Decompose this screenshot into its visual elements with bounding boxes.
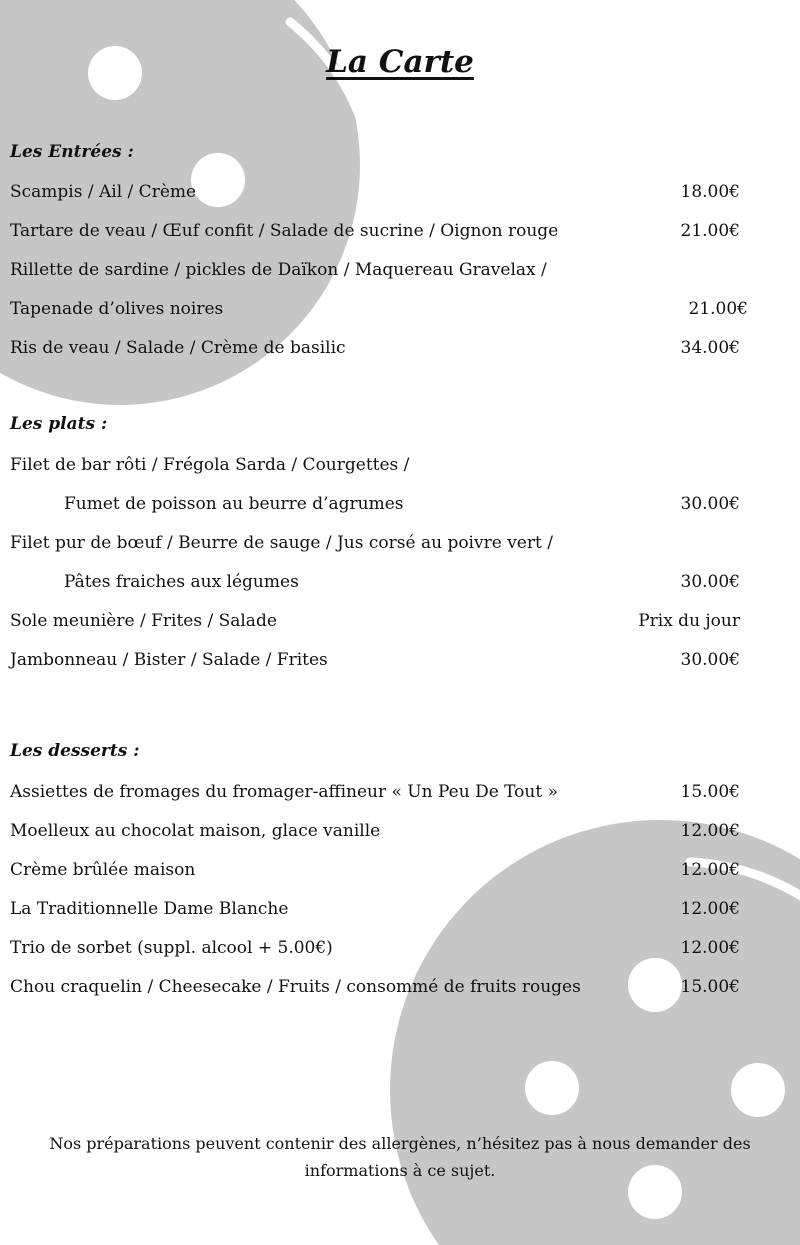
menu-item: [10, 819, 800, 843]
menu-item: [10, 897, 800, 921]
menu-item: [10, 858, 800, 882]
item-name: Ris de veau / Salade / Crème de basilic: [10, 338, 346, 358]
item-price: 21.00€: [680, 221, 740, 241]
section-heading-plats: Les plats :: [10, 414, 108, 434]
menu-item: [10, 453, 800, 477]
item-name: Tartare de veau / Œuf confit / Salade de sucrine / Oignon rouge: [10, 221, 559, 241]
item-name: Sole meunière / Frites / Salade: [10, 611, 277, 631]
item-price: 12.00€: [680, 938, 740, 958]
item-name: Trio de sorbet (suppl. alcool + 5.00€): [10, 938, 333, 958]
item-price: 30.00€: [680, 494, 740, 514]
menu-item: [10, 936, 800, 960]
menu-item: [10, 609, 800, 633]
item-name: Rillette de sardine / pickles de Daïkon / Maquereau Gravelax /: [10, 260, 547, 280]
menu-item: [10, 219, 800, 243]
item-name: Tapenade d’olives noires: [10, 299, 224, 319]
item-name: Assiettes de fromages du fromager-affineur « Un Peu De Tout »: [10, 782, 559, 802]
item-price: 12.00€: [680, 821, 740, 841]
item-name: Chou craquelin / Cheesecake / Fruits / consommé de fruits rouges: [10, 977, 581, 997]
item-price: 30.00€: [680, 572, 740, 592]
item-price: 12.00€: [680, 860, 740, 880]
menu-item: [10, 180, 800, 204]
menu-item: [10, 336, 800, 360]
item-name: La Traditionnelle Dame Blanche: [10, 899, 289, 919]
item-name: Jambonneau / Bister / Salade / Frites: [10, 650, 328, 670]
menu-item: [10, 258, 800, 282]
item-name: Scampis / Ail / Crème: [10, 182, 197, 202]
item-name: Pâtes fraiches aux légumes: [64, 572, 299, 592]
item-price: 34.00€: [680, 338, 740, 358]
menu-item: [10, 492, 800, 516]
menu-item: [10, 570, 800, 594]
item-name: Filet pur de bœuf / Beurre de sauge / Jus corsé au poivre vert /: [10, 533, 553, 553]
menu-item: [10, 297, 800, 321]
item-name: Fumet de poisson au beurre d’agrumes: [64, 494, 404, 514]
item-name: Moelleux au chocolat maison, glace vanille: [10, 821, 381, 841]
item-price: Prix du jour: [638, 611, 740, 631]
item-name: Crème brûlée maison: [10, 860, 196, 880]
item-price: 30.00€: [680, 650, 740, 670]
item-price: 21.00€: [688, 299, 748, 319]
menu-item: [10, 648, 800, 672]
item-price: 15.00€: [680, 782, 740, 802]
item-price: 18.00€: [680, 182, 740, 202]
item-price: 12.00€: [680, 899, 740, 919]
page-title: La Carte: [326, 44, 474, 80]
menu-item: [10, 780, 800, 804]
allergen-note: Nos préparations peuvent contenir des allergènes, n’hésitez pas à nous demander des informations à ce sujet.: [49, 1134, 751, 1180]
menu-item: [10, 975, 800, 999]
item-name: Filet de bar rôti / Frégola Sarda / Courgettes /: [10, 455, 410, 475]
menu-item: [10, 531, 800, 555]
section-heading-desserts: Les desserts :: [10, 741, 140, 761]
item-price: 15.00€: [680, 977, 740, 997]
section-heading-entrees: Les Entrées :: [10, 142, 134, 162]
